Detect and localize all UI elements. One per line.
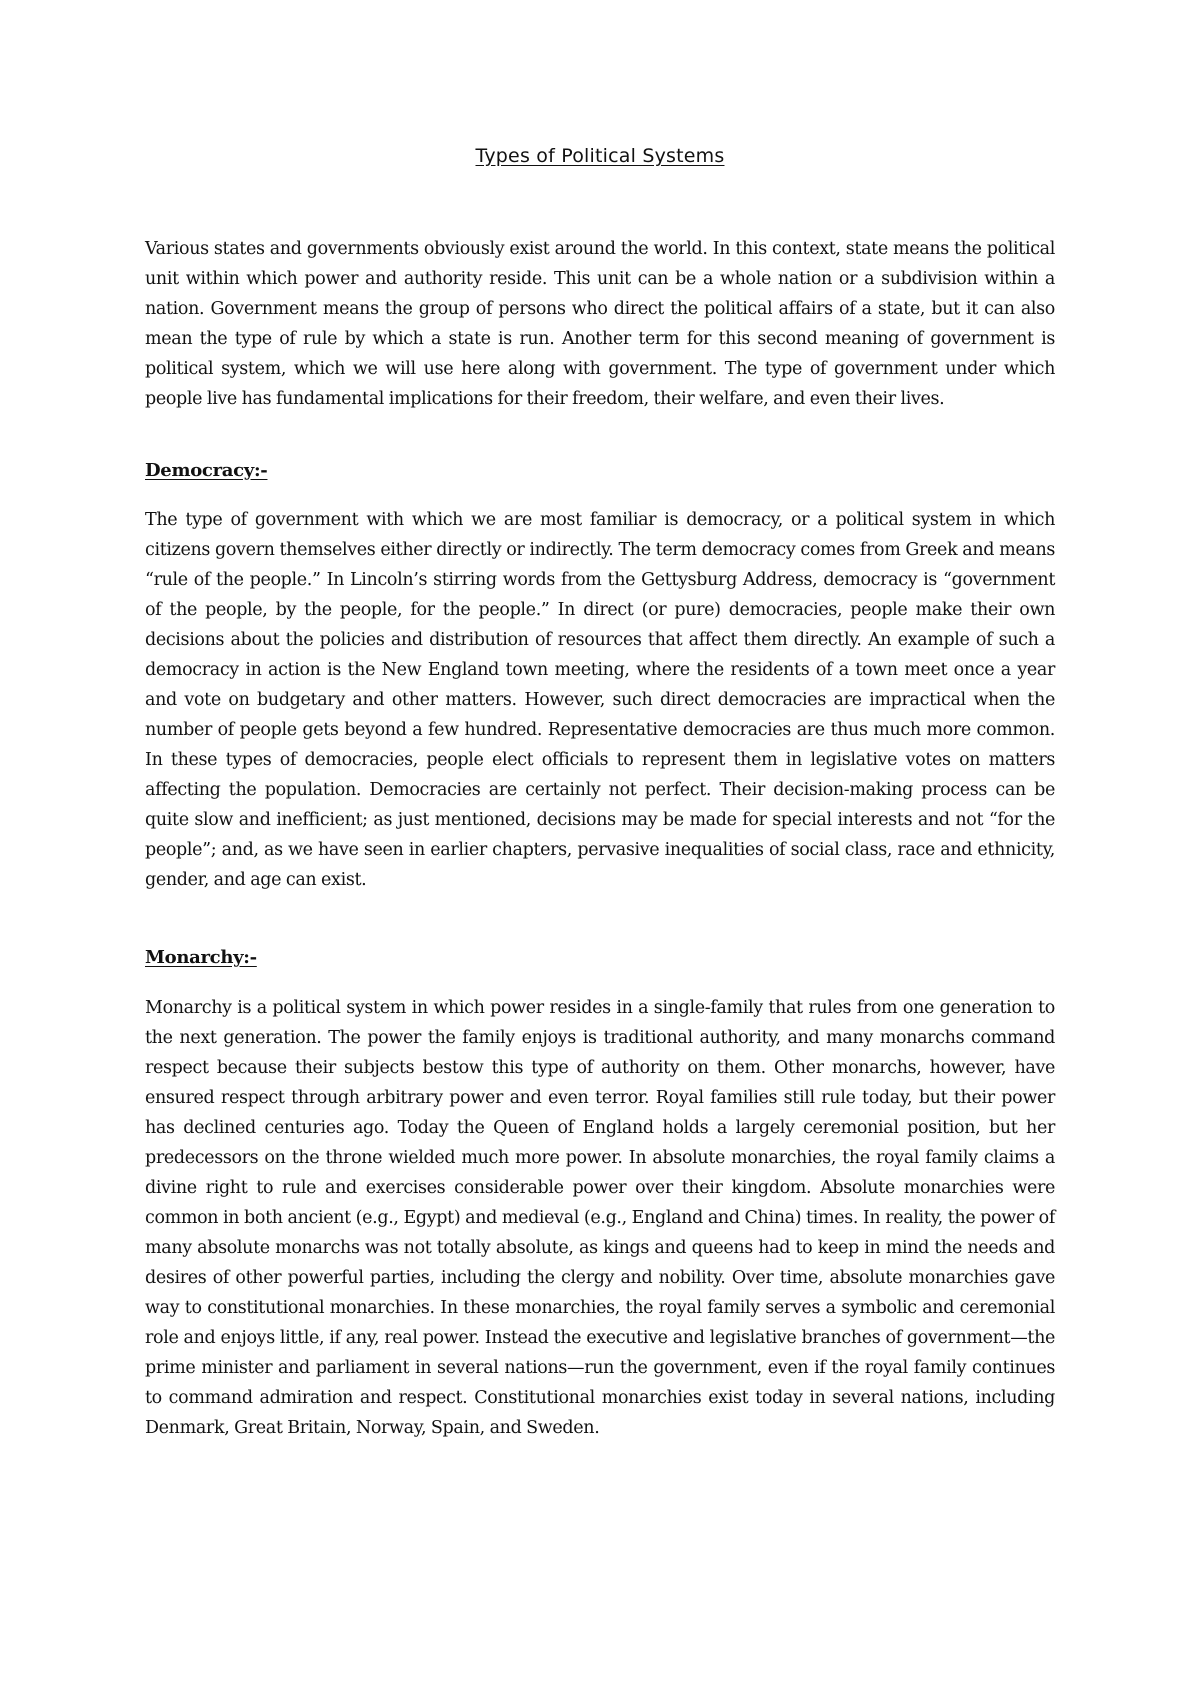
intro-paragraph: Various states and governments obviously exist around the world. In this context, state means the political unit within which power and authority reside. This unit can be a whole nation or a subdivision within a nation. Government means the group of persons who direct the political affairs of a state, but it can also mean the type of rule by which a state is run. Another term for this second meaning of government is political system, which we will use here along with government. The type of government under which people live has fundamental implications for their freedom, their welfare, and even their lives. [145, 239, 1055, 409]
democracy-paragraph: The type of government with which we are most familiar is democracy, or a political system in which citizens govern themselves either directly or indirectly. The term democracy comes from Greek and means “rule of the people.” In Lincoln’s stirring words from the Gettysburg Address, democracy is “government of the people, by the people, for the people.” In direct (or pure) democracies, people make their own decisions about the policies and distribution of resources that affect them directly. An example of such a democracy in action is the New England town meeting, where the residents of a town meet once a year and vote on budgetary and other matters. However, such direct democracies are impractical when the number of people gets beyond a few hundred. Representative democracies are thus much more common. In these types of democracies, people elect officials to represent them in legislative votes on matters affecting the population. Democracies are certainly not perfect. Their decision-making process can be quite slow and inefficient; as just mentioned, decisions may be made for special interests and not “for the people”; and, as we have seen in earlier chapters, pervasive inequalities of social class, race and ethnicity, gender, and age can exist. [145, 510, 1055, 890]
document-title: Types of Political Systems [475, 145, 725, 167]
monarchy-paragraph: Monarchy is a political system in which power resides in a single-family that rules from one generation to the next generation. The power the family enjoys is traditional authority, and many monarchs command respect because their subjects bestow this type of authority on them. Other monarchs, however, have ensured respect through arbitrary power and even terror. Royal families still rule today, but their power has declined centuries ago. Today the Queen of England holds a largely ceremonial position, but her predecessors on the throne wielded much more power. In absolute monarchies, the royal family claims a divine right to rule and exercises considerable power over their kingdom. Absolute monarchies were common in both ancient (e.g., Egypt) and medieval (e.g., England and China) times. In reality, the power of many absolute monarchs was not totally absolute, as kings and queens had to keep in mind the needs and desires of other powerful parties, including the clergy and nobility. Over time, absolute monarchies gave way to constitutional monarchies. In these monarchies, the royal family serves a symbolic and ceremonial role and enjoys little, if any, real power. Instead the executive and legislative branches of government—the prime minister and parliament in several nations—run the government, even if the royal family continues to command admiration and respect. Constitutional monarchies exist today in several nations, including Denmark, Great Britain, Norway, Spain, and Sweden. [145, 998, 1055, 1438]
democracy-heading: Democracy:- [145, 460, 268, 481]
monarchy-heading: Monarchy:- [145, 947, 257, 968]
